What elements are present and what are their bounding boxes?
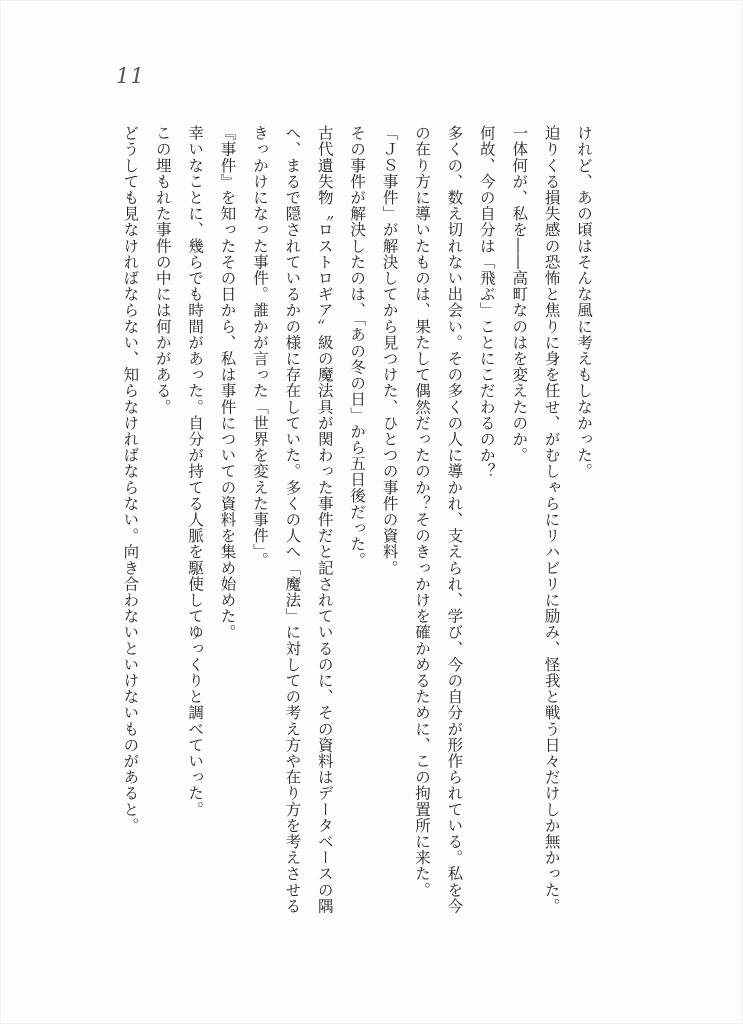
paragraph: この埋もれた事件の中には何かがある。 xyxy=(153,125,172,415)
paragraph: その事件が解決したのは、「あの冬の日」から五日後だった。 xyxy=(348,125,367,569)
paragraph: けれど、あの頃はそんな風に考えもしなかった。 xyxy=(575,125,593,480)
paragraph: どうしても見なければならない、知らなければならない。向き合わないといけないものがあると。 xyxy=(121,125,140,834)
body-text xyxy=(114,125,600,925)
paragraph: 「ＪＳ事件」が解決してから見つけた、ひとつの事件の資料。 xyxy=(380,125,399,576)
page-number: 11 xyxy=(116,64,145,88)
paragraph: 『事件』を知ったその日から、私は事件についての資料を集め始めた。 xyxy=(218,125,237,641)
paragraph: 迫りくる損失感の恐怖と焦りに身を任せ、がむしゃらにリハビリに励み、怪我と戦う日々だけしか無かった。 xyxy=(542,125,561,914)
paragraph: 何故、今の自分は「飛ぶ」ことにこだわるのか？ xyxy=(477,125,496,480)
paragraph: 古代遺失物〝ロストロギア〟級の魔法具が関わった事件だと記されているのに、その資料はデータベースの隅へ、まるで隠されているかの様に存在していた。多くの人へ「魔法」に対しての考え方や在り方を考えさせるきっかけになった事件。誰かが言った「世界を変えた事件」。 xyxy=(250,125,334,914)
paragraph: 一体何が、私を――高町なのはを変えたのか。 xyxy=(510,125,529,464)
paragraph: 多くの、数え切れない出会い。その多くの人に導かれ、支えられ、学び、今の自分が形作られている。私を今の在り方に導いたものは、果たして偶然だったのか？そのきっかけを確かめるために、この拘置所に来た。 xyxy=(412,125,464,914)
paragraph: 幸いなことに、幾らでも時間があった。自分が持てる人脈を駆使してゆっくりと調べていった。 xyxy=(186,125,205,818)
